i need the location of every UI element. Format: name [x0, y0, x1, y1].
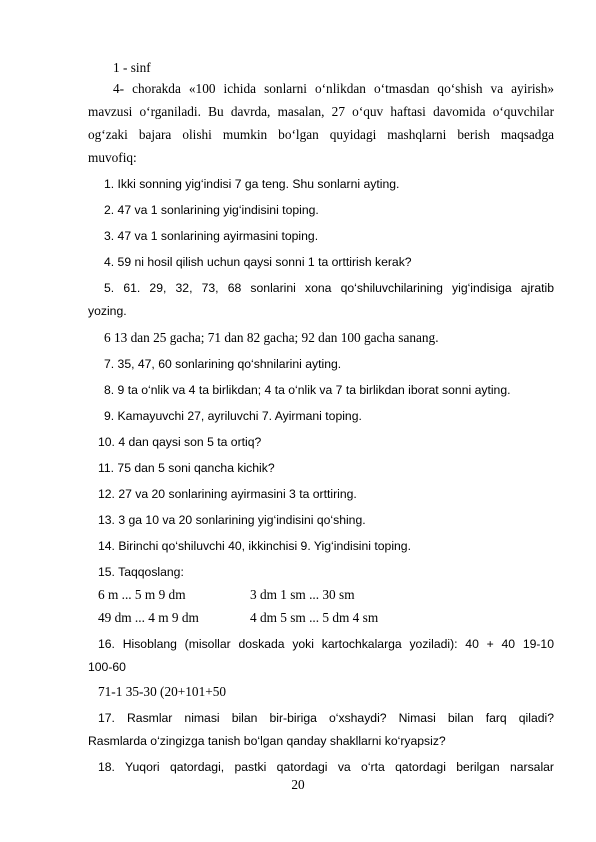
exercise-item-18-line-1: 18. Yuqori qatordagi, pastki qatordagi va o‘rta qatordagi berilgan narsalar — [98, 760, 554, 774]
exercise-item-16-line-3: 71-1 35-30 (20+101+50 — [98, 684, 227, 699]
intro-line-4: muvofiq: — [88, 150, 137, 165]
exercise-item: 7. 35, 47, 60 sonlarining qo‘shnilarini ayting. — [104, 357, 342, 371]
compare-cell: 4 dm 5 sm ... 5 dm 4 sm — [250, 610, 379, 625]
exercise-item-16-line-2: 100-60 — [88, 660, 126, 674]
exercise-item: 14. Birinchi qo‘shiluvchi 40, ikkinchisi 9. Yig‘indisini toping. — [98, 539, 411, 553]
exercise-item: 6 13 dan 25 gacha; 71 dan 82 gacha; 92 dan 100 gacha sanang. — [104, 330, 439, 345]
exercise-item: 12. 27 va 20 sonlarining ayirmasini 3 ta orttiring. — [98, 487, 357, 501]
exercise-item-17-line-2: Rasmlarda o‘zingizga tanish bo‘lgan qanday shakllarni ko‘ryapsiz? — [88, 734, 446, 748]
exercise-item: 8. 9 ta o‘nlik va 4 ta birlikdan; 4 ta o‘nlik va 7 ta birlikdan iborat sonni ayting. — [104, 383, 511, 397]
page-number: 20 — [291, 777, 305, 792]
exercise-item: 13. 3 ga 10 va 20 sonlarining yig‘indisini qo‘shing. — [98, 513, 366, 527]
compare-cell: 3 dm 1 sm ... 30 sm — [250, 587, 355, 602]
exercise-item: 10. 4 dan qaysi son 5 ta ortiq? — [98, 435, 262, 449]
exercise-item: 15. Taqqoslang: — [98, 565, 184, 579]
intro-line-2: mavzusi o‘rganiladi. Bu davrda, masalan, 27 o‘quv haftasi davomida o‘quvchilar — [88, 104, 554, 119]
intro-line-1: 4- chorakda «100 ichida sonlarni o‘nlikdan o‘tmasdan qo‘shish va ayirish» — [113, 81, 554, 96]
intro-line-3: og‘zaki bajara olishi mumkin bo‘lgan quyidagi mashqlarni berish maqsadga — [88, 127, 554, 142]
compare-cell: 6 m ... 5 m 9 dm — [98, 587, 186, 602]
exercise-item-17-line-1: 17. Rasmlar nimasi bilan bir-biriga o‘xshaydi? Nimasi bilan farq qiladi? — [98, 711, 554, 725]
exercise-item: 2. 47 va 1 sonlarining yig‘indisini toping. — [104, 203, 319, 217]
exercise-item: 4. 59 ni hosil qilish uchun qaysi sonni 1 ta orttirish kerak? — [104, 255, 412, 269]
exercise-item-5-line-2: yozing. — [88, 304, 127, 318]
exercise-item: 3. 47 va 1 sonlarining ayirmasini toping. — [104, 229, 319, 243]
exercise-item-16-line-1: 16. Hisoblang (misollar doskada yoki kartochkalarga yoziladi): 40 + 40 19-10 — [98, 637, 554, 651]
section-heading: 1 - sinf — [113, 60, 151, 75]
exercise-item: 11. 75 dan 5 soni qancha kichik? — [98, 461, 275, 475]
exercise-item: 1. Ikki sonning yig‘indisi 7 ga teng. Shu sonlarni ayting. — [104, 177, 400, 191]
compare-cell: 49 dm ... 4 m 9 dm — [98, 610, 199, 625]
exercise-item-5-line-1: 5. 61. 29, 32, 73, 68 sonlarini xona qo‘shiluvchilarining yig‘indisiga ajratib — [104, 281, 554, 295]
exercise-item: 9. Kamayuvchi 27, ayriluvchi 7. Ayirmani toping. — [104, 409, 362, 423]
